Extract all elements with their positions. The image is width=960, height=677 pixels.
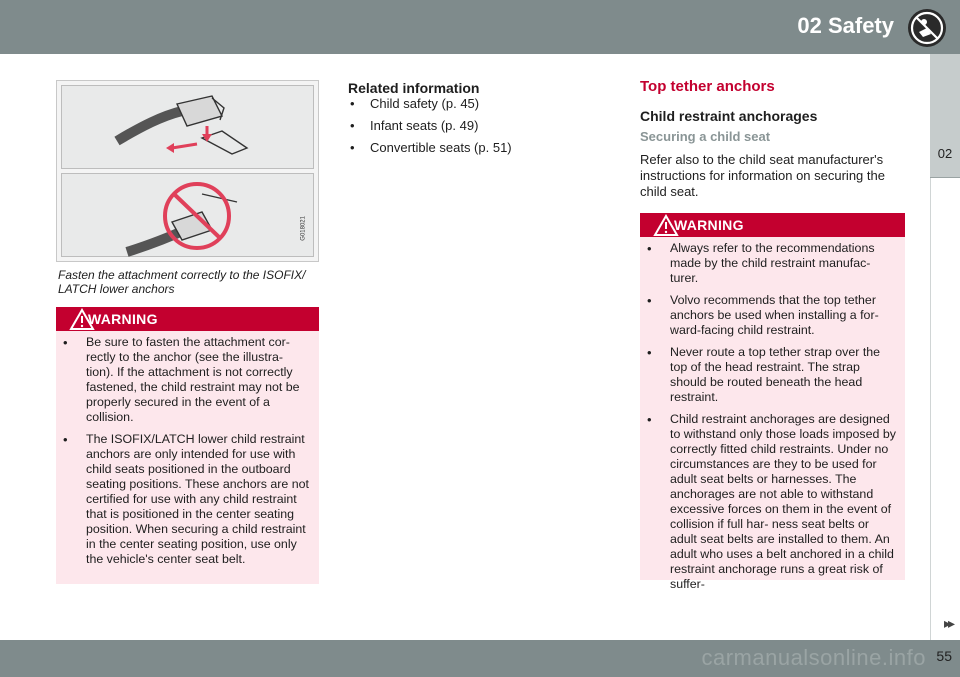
section-heading: Top tether anchors (640, 78, 775, 95)
page-number: 55 (936, 648, 952, 664)
incorrect-attachment-panel (61, 173, 314, 257)
sidebar-margin (930, 178, 960, 640)
list-item: • The ISOFIX/LATCH lower child restraint anchors are only intended for use with child seats positioned in the outboard seating positions. These anchors are not certified for use with any child restraint that is positioned in the center seating position. When securing a child restraint in the center seating position, use only the vehicle's center seat belt. (56, 432, 309, 567)
figure-code: G018021 (301, 216, 307, 241)
isofix-illustration (56, 80, 319, 262)
intro-paragraph: Refer also to the child seat manufacturer's instructions for information on securing the child seat. (640, 152, 885, 199)
correct-attachment-panel (61, 85, 314, 169)
subsubheading: Securing a child seat (640, 129, 771, 144)
right-warning-header (640, 213, 905, 237)
left-warning-header (56, 307, 319, 331)
related-info-list (348, 96, 598, 162)
list-item: • Volvo recommends that the top tether anchors be used when installing a for- ward-facing child restraint. (640, 293, 897, 338)
chapter-number: 02 (937, 146, 953, 161)
list-item: • Always refer to the recommendations made by the child restraint manufac- turer. (640, 241, 897, 286)
list-item: • Be sure to fasten the attachment cor- rectly to the anchor (see the illustra- tion). If the attachment is not correctly fastened, the child restraint may not be properly secured in the event of a collision. (56, 335, 309, 425)
chapter-tab[interactable] (930, 54, 960, 177)
watermark: carmanualsonline.info (701, 645, 926, 670)
left-warning-title: WARNING (88, 311, 158, 327)
figure-caption: Fasten the attachment correctly to the ISOFIX/ LATCH lower anchors (58, 268, 306, 296)
related-link[interactable]: • Convertible seats (p. 51) (348, 140, 598, 155)
incorrect-latch-drawing (62, 174, 313, 256)
right-warning-list (640, 237, 905, 592)
related-link[interactable]: • Infant seats (p. 49) (348, 118, 598, 133)
next-page-arrows-icon[interactable]: ▸▸ (943, 615, 952, 631)
subheading: Child restraint anchorages (640, 108, 818, 124)
related-info-title: Related information (348, 80, 480, 96)
related-link[interactable]: • Child safety (p. 45) (348, 96, 598, 111)
right-warning-body (640, 237, 905, 591)
list-item: • Never route a top tether strap over the top of the head restraint. The strap should be routed beneath the head restraint. (640, 345, 897, 405)
no-child-seat-icon (907, 8, 947, 48)
left-warning-list (56, 331, 319, 567)
list-item: • Child restraint anchorages are designed to withstand only those loads imposed by correctly fitted child restraints. Under no circumstances are they to be used for adult seat belts or harnesses. The anchorages are not able to withstand excessive forces on them in the event of collision if full har- ness seat belts or adult seat belts are installed to them. An adult who uses a belt anchored in a child restraint anchorage runs a great risk of suffer- (640, 412, 897, 592)
right-warning-title: WARNING (674, 217, 744, 233)
section-title: 02 Safety (797, 13, 894, 38)
page-header (0, 0, 960, 54)
left-warning-body (56, 331, 319, 584)
correct-latch-drawing (62, 86, 313, 168)
